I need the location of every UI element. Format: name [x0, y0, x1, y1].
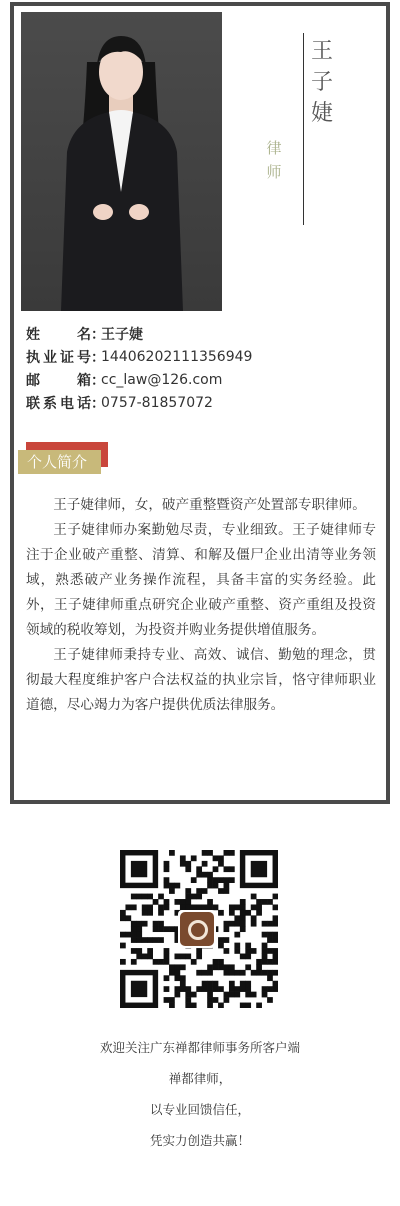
- footer-line: 禅都律师，: [168, 1071, 232, 1086]
- contact-info: [26, 322, 376, 414]
- name-divider: [303, 33, 304, 225]
- footer-line: 凭实力创造共赢！: [149, 1133, 250, 1148]
- info-value: 14406202111356949: [101, 348, 253, 365]
- qr-code: [120, 850, 278, 1008]
- bio-paragraph: 王子婕律师，女，破产重整暨资产处置部专职律师。: [53, 497, 366, 513]
- lawyer-photo: [21, 12, 222, 311]
- info-colon: ：: [91, 349, 105, 366]
- info-label: 执 业 证 号: [26, 349, 91, 366]
- info-value: 王子婕: [101, 326, 143, 343]
- firm-logo-icon: [178, 910, 216, 948]
- info-colon: ：: [91, 326, 105, 343]
- profile-card: [10, 2, 390, 804]
- info-colon: ：: [91, 372, 105, 389]
- info-row: [26, 368, 376, 391]
- name-char: 子: [310, 70, 333, 95]
- info-value: cc_law@126.com: [101, 371, 223, 388]
- info-colon: ：: [91, 395, 105, 412]
- info-label: 邮 箱: [26, 372, 91, 389]
- section-title: 个人简介: [18, 450, 101, 474]
- lawyer-name-vertical: [310, 36, 334, 129]
- info-label: 联 系 电 话: [26, 395, 91, 412]
- info-row: [26, 345, 376, 368]
- lawyer-title-vertical: [264, 136, 284, 184]
- info-label: 姓 名: [26, 326, 91, 343]
- bio-paragraph: 王子婕律师秉持专业、高效、诚信、勤勉的理念，贯彻最大程度维护客户合法权益的执业宗旨，恪守律师职业道德，尽心竭力为客户提供优质法律服务。: [26, 647, 376, 713]
- section-header: [18, 442, 108, 476]
- bio-paragraph: 王子婕律师办案勤勉尽责，专业细致。王子婕律师专注于企业破产重整、清算、和解及僵尸企业出清等业务领域，熟悉破产业务操作流程，具备丰富的实务经验。此外，王子婕律师重点研究企业破产重整、资产重组及投资领域的税收筹划，为投资并购业务提供增值服务。: [26, 522, 376, 638]
- name-char: 王: [310, 39, 333, 64]
- bio-text: [26, 493, 376, 718]
- footer-text: [0, 1032, 400, 1156]
- name-char: 婕: [310, 101, 333, 126]
- portrait-image: [21, 12, 222, 311]
- info-row: [26, 322, 376, 345]
- footer-line: 以专业回馈信任，: [149, 1102, 250, 1117]
- title-char: 师: [266, 163, 282, 181]
- info-row: [26, 391, 376, 414]
- info-value: 0757-81857072: [101, 394, 213, 411]
- title-char: 律: [266, 139, 282, 157]
- footer-line: 欢迎关注广东禅都律师事务所客户端: [99, 1040, 300, 1055]
